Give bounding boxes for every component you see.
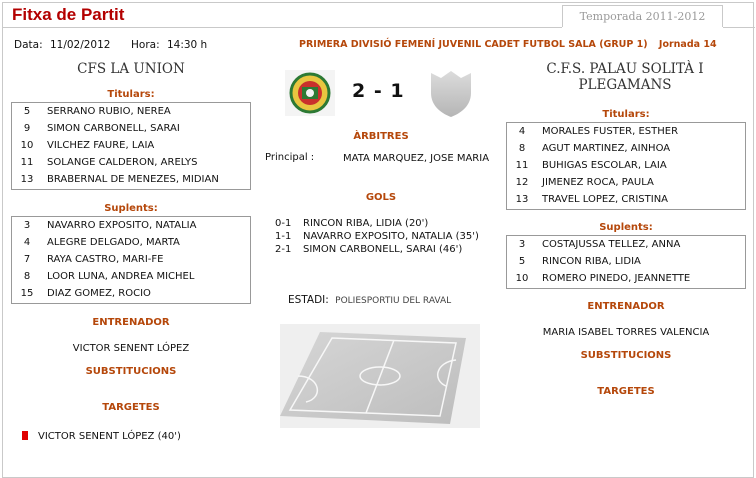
- player-row: [12, 120, 250, 137]
- player-row: [12, 137, 250, 154]
- home-subs-list: [11, 216, 251, 304]
- player-name: COSTAJUSSA TELLEZ, ANNA: [542, 239, 681, 250]
- round-label: Jornada 14: [658, 39, 717, 50]
- player-number: 10: [20, 140, 34, 151]
- home-starters-list: [11, 102, 251, 190]
- goal-scorer: NAVARRO EXPOSITO, NATALIA (35'): [303, 231, 479, 242]
- player-number: 12: [515, 177, 529, 188]
- player-number: 3: [518, 239, 526, 250]
- player-number: 5: [23, 106, 31, 117]
- player-row: [12, 234, 250, 251]
- stadium-name: POLIESPORTIU DEL RAVAL: [335, 296, 452, 306]
- player-number: 13: [20, 174, 34, 185]
- away-subs-list: [506, 235, 746, 289]
- player-number: 4: [518, 126, 526, 137]
- date-value: 11/02/2012: [49, 39, 111, 51]
- player-number: 7: [23, 254, 31, 265]
- away-team-name: C.F.S. PALAU SOLITÀ I PLEGAMANS: [546, 61, 704, 93]
- goal-score: 2-1: [275, 244, 292, 255]
- player-row: [12, 285, 250, 302]
- player-name: RINCON RIBA, LIDIA: [542, 256, 641, 267]
- away-placeholder-shield-icon: [425, 67, 477, 119]
- player-number: 8: [23, 271, 31, 282]
- player-name: LOOR LUNA, ANDREA MICHEL: [47, 271, 195, 282]
- player-row: [507, 140, 745, 157]
- goal-score: 1-1: [275, 231, 292, 242]
- player-name: VILCHEZ FAURE, LAIA: [47, 140, 155, 151]
- player-row: [507, 253, 745, 270]
- date-field: [14, 39, 110, 51]
- match-sheet-panel: [2, 2, 754, 478]
- player-number: 8: [518, 143, 526, 154]
- home-card-entry: VICTOR SENENT LÓPEZ (40'): [38, 431, 181, 442]
- player-row: [12, 217, 250, 234]
- date-label: Data:: [14, 39, 43, 51]
- player-name: JIMENEZ ROCA, PAULA: [542, 177, 654, 188]
- title-divider-right: [723, 27, 755, 28]
- season-tab[interactable]: Temporada 2011-2012: [562, 5, 723, 27]
- match-score: 2 - 1: [352, 80, 405, 102]
- player-number: 11: [20, 157, 34, 168]
- page-title: Fitxa de Partit: [12, 5, 125, 24]
- away-starters-list: [506, 122, 746, 210]
- competition-info: [299, 39, 717, 50]
- player-row: [12, 251, 250, 268]
- player-row: [507, 236, 745, 253]
- away-coach-name: MARIA ISABEL TORRES VALENCIA: [542, 327, 710, 338]
- player-row: [507, 174, 745, 191]
- player-row: [12, 171, 250, 188]
- time-field: [131, 39, 207, 51]
- player-number: 3: [23, 220, 31, 231]
- away-starters-heading: Titulars:: [602, 109, 650, 120]
- referee-role: Principal :: [265, 152, 315, 163]
- title-bar: [3, 3, 755, 29]
- time-value: 14:30 h: [166, 39, 208, 51]
- player-name: SIMON CARBONELL, SARAI: [47, 123, 180, 134]
- home-substitutions-heading: SUBSTITUCIONS: [85, 366, 177, 377]
- home-subs-heading: Suplents:: [104, 203, 158, 214]
- time-label: Hora:: [131, 39, 160, 51]
- goal-score: 0-1: [275, 218, 292, 229]
- player-name: AGUT MARTINEZ, AINHOA: [542, 143, 671, 154]
- referees-heading: ÀRBITRES: [353, 131, 409, 142]
- player-name: RAYA CASTRO, MARI-FE: [47, 254, 164, 265]
- goals-heading: GOLS: [365, 192, 397, 203]
- player-number: 5: [518, 256, 526, 267]
- player-name: ALEGRE DELGADO, MARTA: [47, 237, 180, 248]
- goal-row: [275, 231, 479, 242]
- player-row: [12, 103, 250, 120]
- stadium-label: ESTADI:: [288, 294, 329, 306]
- player-name: SERRANO RUBIO, NEREA: [47, 106, 171, 117]
- player-name: MORALES FUSTER, ESTHER: [542, 126, 679, 137]
- player-name: NAVARRO EXPOSITO, NATALIA: [47, 220, 197, 231]
- futsal-court-image: [280, 324, 480, 428]
- goal-row: [275, 244, 462, 255]
- player-name: BRABERNAL DE MENEZES, MIDIAN: [47, 174, 219, 185]
- red-card-icon: [22, 431, 28, 440]
- player-number: 10: [515, 273, 529, 284]
- player-row: [507, 191, 745, 208]
- player-row: [507, 123, 745, 140]
- player-number: 13: [515, 194, 529, 205]
- away-coach-heading: ENTRENADOR: [587, 301, 665, 312]
- player-number: 4: [23, 237, 31, 248]
- player-row: [507, 270, 745, 287]
- player-name: BUHIGAS ESCOLAR, LAIA: [542, 160, 667, 171]
- competition-name: PRIMERA DIVISIÓ FEMENÍ JUVENIL CADET FUTBOL SALA (GRUP 1): [299, 39, 648, 50]
- home-coach-name: VICTOR SENENT LÓPEZ: [72, 343, 190, 354]
- player-row: [12, 154, 250, 171]
- player-row: [507, 157, 745, 174]
- away-subs-heading: Suplents:: [599, 222, 653, 233]
- player-name: ROMERO PINEDO, JEANNETTE: [542, 273, 691, 284]
- player-name: SOLANGE CALDERON, ARELYS: [47, 157, 198, 168]
- player-name: DIAZ GOMEZ, ROCIO: [47, 288, 151, 299]
- player-number: 9: [23, 123, 31, 134]
- title-divider: [3, 27, 562, 28]
- home-team-name: CFS LA UNION: [77, 61, 185, 77]
- player-row: [12, 268, 250, 285]
- player-number: 11: [515, 160, 529, 171]
- home-cards-heading: TARGETES: [102, 402, 160, 413]
- goal-scorer: RINCON RIBA, LIDIA (20'): [303, 218, 429, 229]
- home-club-crest-icon: [285, 70, 335, 116]
- goal-scorer: SIMON CARBONELL, SARAI (46'): [303, 244, 463, 255]
- stadium-field: [288, 294, 451, 306]
- home-coach-heading: ENTRENADOR: [92, 317, 170, 328]
- player-name: TRAVEL LOPEZ, CRISTINA: [542, 194, 669, 205]
- goal-row: [275, 218, 428, 229]
- home-starters-heading: Titulars:: [107, 89, 155, 100]
- away-cards-heading: TARGETES: [597, 386, 655, 397]
- player-number: 15: [20, 288, 34, 299]
- referee-name: MATA MARQUEZ, JOSE MARIA: [343, 153, 490, 164]
- away-substitutions-heading: SUBSTITUCIONS: [580, 350, 672, 361]
